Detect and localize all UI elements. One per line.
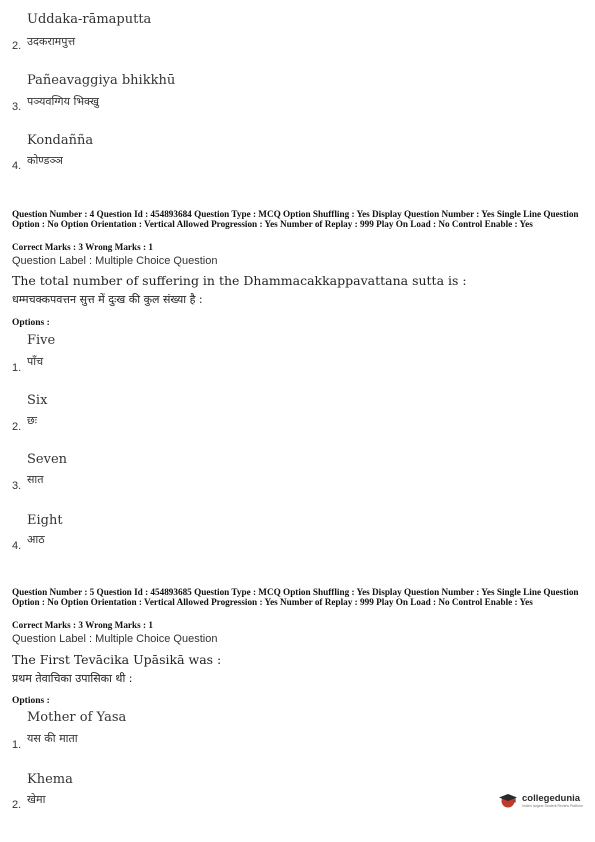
question-text-en: The First Tevācika Upāsikā was : <box>12 652 222 667</box>
question-marks: Correct Marks : 3 Wrong Marks : 1 <box>12 242 153 252</box>
option-number: 2. <box>12 40 22 52</box>
watermark-name: collegedunia <box>522 792 581 804</box>
option-text-en: Eight <box>27 513 63 528</box>
option-text-hi: पञ्यवग्गिय भिक्खु <box>27 95 99 108</box>
option-text-hi: आठ <box>27 533 45 546</box>
question-label: Question Label : Multiple Choice Question <box>12 255 218 267</box>
watermark-tagline: India's largest Student Review Platform <box>522 803 583 808</box>
option-text-en: Kondañña <box>27 133 94 148</box>
graduation-cap-icon <box>498 792 518 808</box>
option-text-hi: छः <box>27 414 37 427</box>
option-text-en: Khema <box>27 772 73 787</box>
option-text-hi: कोण्डञ्ञ <box>27 154 63 167</box>
option-text-en: Five <box>27 333 56 348</box>
option-text-en: Seven <box>27 452 68 467</box>
option-text-en: Uddaka-rāmaputta <box>27 12 152 27</box>
option-number: 1. <box>12 739 22 751</box>
option-text-hi: यस की माता <box>27 732 78 745</box>
question-text-hi: धम्मचक्कपवत्तन सुत्त में दुःख की कुल संख्या है : <box>12 293 203 306</box>
question-text-hi: प्रथम तेवाचिका उपासिका थी : <box>12 672 133 685</box>
option-text-hi: उदकरामपुत्त <box>27 35 76 48</box>
option-number: 3. <box>12 480 22 492</box>
option-number: 1. <box>12 362 22 374</box>
question-label: Question Label : Multiple Choice Question <box>12 633 218 645</box>
collegedunia-watermark <box>498 792 583 808</box>
question-marks: Correct Marks : 3 Wrong Marks : 1 <box>12 620 153 630</box>
option-text-hi: सात <box>27 473 44 486</box>
option-number: 3. <box>12 101 22 113</box>
option-text-en: Six <box>27 393 48 408</box>
option-number: 2. <box>12 799 22 811</box>
question-meta: Question Number : 4 Question Id : 454893684 Question Type : MCQ Option Shuffling : Yes Display Question Number : Yes Single Line Question Option : No Option Orientation : Vertical Allowed Progression : Yes Number of Replay : 999 Play On Load : No Control Enable : Yes <box>12 209 579 229</box>
option-text-en: Pañeavaggiya bhikkhū <box>27 73 176 88</box>
question-meta: Question Number : 5 Question Id : 454893685 Question Type : MCQ Option Shuffling : Yes Display Question Number : Yes Single Line Question Option : No Option Orientation : Vertical Allowed Progression : Yes Number of Replay : 999 Play On Load : No Control Enable : Yes <box>12 587 579 607</box>
option-number: 4. <box>12 160 22 172</box>
options-label: Options : <box>12 696 50 706</box>
options-label: Options : <box>12 318 50 328</box>
option-text-en: Mother of Yasa <box>27 710 127 725</box>
option-number: 2. <box>12 421 22 433</box>
option-number: 4. <box>12 540 22 552</box>
question-text-en: The total number of suffering in the Dhammacakkappavattana sutta is : <box>12 273 467 288</box>
option-text-hi: पाँच <box>27 355 44 368</box>
option-text-hi: खेमा <box>27 793 46 806</box>
